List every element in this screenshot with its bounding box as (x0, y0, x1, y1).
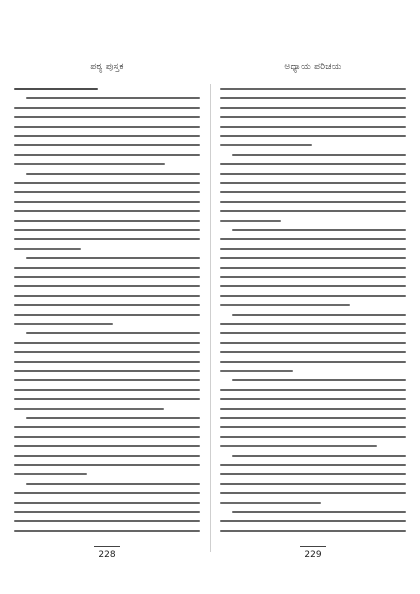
text-line (14, 88, 98, 90)
text-line (220, 361, 406, 363)
text-line (14, 210, 200, 212)
text-line (14, 361, 200, 363)
text-line (220, 426, 406, 428)
text-line (220, 398, 406, 400)
right-page-number-rule (300, 546, 326, 547)
text-line (14, 370, 200, 372)
text-line (220, 295, 406, 297)
text-line (14, 464, 200, 466)
text-line (14, 238, 200, 240)
text-line (14, 304, 200, 306)
text-line (220, 97, 406, 99)
text-line (220, 276, 406, 278)
text-line (220, 248, 406, 250)
text-line (220, 257, 406, 259)
text-line (14, 248, 81, 250)
text-line (232, 511, 406, 513)
text-line (14, 295, 200, 297)
text-line (220, 107, 406, 109)
text-line (232, 379, 406, 381)
text-line (14, 154, 200, 156)
text-line (14, 276, 200, 278)
left-running-head: ಪಠ್ಯ ಪುಸ್ತಕ (90, 62, 124, 72)
right-body-text (220, 84, 406, 544)
text-line (220, 238, 406, 240)
text-line (220, 445, 377, 447)
text-line (14, 229, 200, 231)
text-line (220, 267, 406, 269)
text-line (14, 323, 113, 325)
text-line (14, 116, 200, 118)
text-line (14, 389, 200, 391)
text-line (220, 502, 321, 504)
text-line (26, 483, 200, 485)
right-page-number: 229 (304, 550, 322, 560)
text-line (14, 163, 165, 165)
text-line (220, 473, 406, 475)
left-page-number: 228 (98, 550, 116, 560)
text-line (220, 332, 406, 334)
text-line (220, 220, 281, 222)
text-line (14, 445, 200, 447)
text-line (220, 135, 406, 137)
text-line (14, 191, 200, 193)
text-line (14, 455, 200, 457)
text-line (220, 408, 406, 410)
text-line (220, 464, 406, 466)
text-line (14, 126, 200, 128)
text-line (14, 473, 87, 475)
text-line (14, 135, 200, 137)
text-line (14, 351, 200, 353)
text-line (14, 426, 200, 428)
text-line (220, 144, 312, 146)
text-line (14, 220, 200, 222)
left-body-text (14, 84, 200, 544)
text-line (232, 314, 406, 316)
page-gutter (210, 84, 211, 552)
text-line (220, 483, 406, 485)
text-line (220, 285, 406, 287)
text-line (220, 323, 406, 325)
text-line (14, 342, 200, 344)
text-line (14, 520, 200, 522)
text-line (14, 107, 200, 109)
text-line (220, 304, 350, 306)
text-line (14, 285, 200, 287)
text-line (14, 408, 164, 410)
text-line (26, 332, 200, 334)
text-line (232, 455, 406, 457)
text-line (220, 173, 406, 175)
text-line (220, 126, 406, 128)
text-line (14, 398, 200, 400)
text-line (14, 379, 200, 381)
text-line (14, 182, 200, 184)
text-line (26, 173, 200, 175)
text-line (14, 436, 200, 438)
text-line (220, 210, 406, 212)
text-line (220, 88, 406, 90)
text-line (220, 520, 406, 522)
text-line (14, 492, 200, 494)
text-line (220, 191, 406, 193)
text-line (14, 502, 200, 504)
right-page (220, 62, 406, 560)
text-line (220, 417, 406, 419)
left-page (14, 62, 200, 560)
text-line (220, 389, 406, 391)
text-line (232, 154, 406, 156)
text-line (232, 229, 406, 231)
right-running-head: ಅಧ್ಯಾಯ ಪರಿಚಯ (284, 62, 342, 72)
text-line (220, 370, 293, 372)
text-line (26, 257, 200, 259)
text-line (220, 342, 406, 344)
text-line (26, 417, 200, 419)
text-line (14, 201, 200, 203)
text-line (220, 182, 406, 184)
text-line (14, 267, 200, 269)
text-line (14, 530, 200, 532)
text-line (220, 201, 406, 203)
text-line (14, 314, 200, 316)
text-line (220, 436, 406, 438)
text-line (26, 97, 200, 99)
text-line (220, 492, 406, 494)
text-line (14, 511, 200, 513)
text-line (220, 116, 406, 118)
text-line (220, 351, 406, 353)
left-page-number-rule (94, 546, 120, 547)
text-line (220, 163, 406, 165)
text-line (14, 144, 200, 146)
text-line (220, 530, 406, 532)
